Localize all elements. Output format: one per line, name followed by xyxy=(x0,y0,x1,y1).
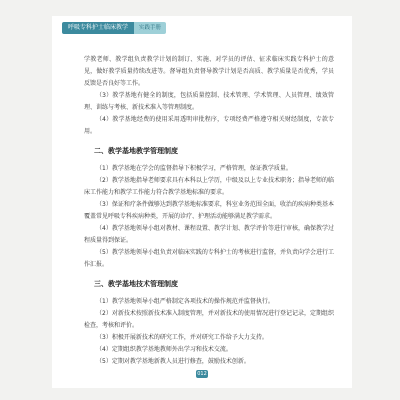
page-number: 012 xyxy=(197,371,207,377)
section-heading: 二、教学基地教学管理制度 xyxy=(94,147,178,155)
page-body xyxy=(84,54,334,368)
list-item: （1）教学基地领导小组严格制定各项技术的操作规范并监督执行。 xyxy=(96,298,274,305)
list-item: （4）教学基地领导小组对教材、课程设置、教学计划、教学评价等进行审核，确保教学过程质量得到保证。 xyxy=(84,225,334,244)
list-item: （2）教学基地指导老师要求具有本科以上学历，中级及以上专业技术职务；指导老师的临床工作能力和教学工作能力符合教学基地标准的要求。 xyxy=(84,177,334,196)
list-item: （4）定期组织教学基地教师外出学习和技术交流。 xyxy=(96,346,232,353)
paragraph: 学教老师、教学组负责教学计划的制订、实施、对学员的评估、征求临床实践专科护士的意见，做好教学质量持续改进等。督导组负责督导教学计划是否高质、教学质量是否优秀，学员反馈是否良好等工作。 xyxy=(84,56,334,87)
running-header xyxy=(62,22,166,34)
list-item: （1）教学基地在学会的监督指导下积极学习，严格管理，保证教学质量。 xyxy=(96,165,292,172)
list-item: （2）对新技术按照新技术准入制度管理，并对新技术的使用情况进行登记记录，定期组织检查，考核和评价。 xyxy=(84,310,334,329)
list-item: （5）定期对教学基地新教人员进行修查，鼓励技术创新。 xyxy=(96,358,250,365)
list-item: （5）教学基地领导小组负责对临床实践的专科护士的考核进行监督，并负责向学会进行工作汇报。 xyxy=(84,249,334,268)
document-page xyxy=(52,16,352,388)
book-tag: 实践手册 xyxy=(134,22,166,34)
book-title: 呼吸专科护士临床教学 xyxy=(62,22,134,34)
section-heading: 三、教学基地技术管理制度 xyxy=(94,280,178,288)
paragraph: （3）教学基地有健全的制度，包括质量控制、技术管理、学术管理、人员管理、绩效管理、训练与考核、新技术准入等管理制度。 xyxy=(84,92,334,111)
list-item: （3）积极开展新技术的研究工作，并对研究工作给予大力支持。 xyxy=(96,334,268,341)
list-item: （3）保证和疗条件做够达到教学基地标准要求，科室业务范围全面，收治的疾病种类基本覆盖常见呼吸专科疾病种类，开展的诊疗、护理活动能够满足教学需求。 xyxy=(84,201,334,220)
paragraph: （4）教学基地经费的使用采用透明审批程序，专项经费严格遵守相关财经制度，专款专用。 xyxy=(84,116,334,135)
